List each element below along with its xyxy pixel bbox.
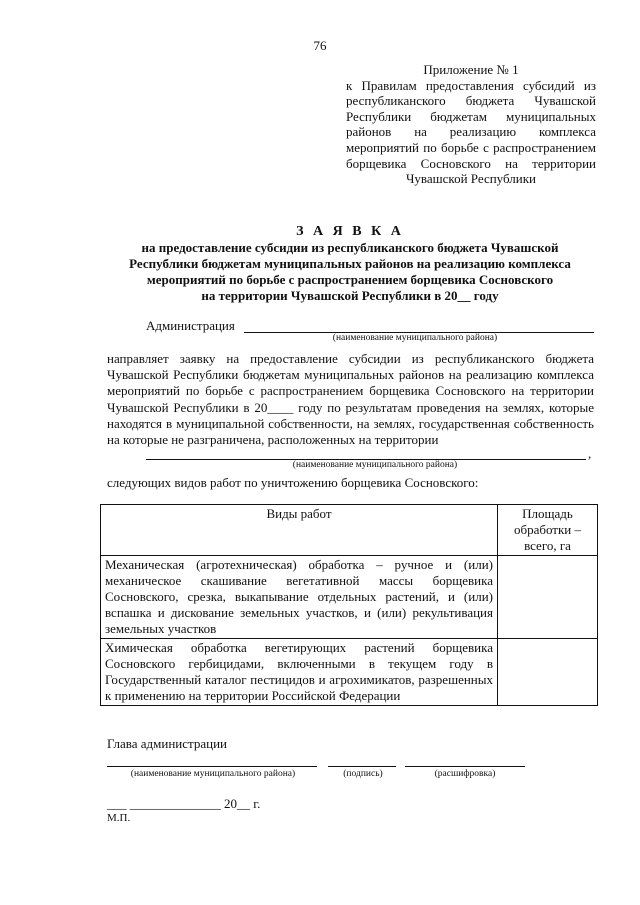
work-type-cell: Химическая обработка вегетирующих растений борщевика Сосновского гербицидами, включенными в текущем году в Государственный каталог пестицидов и агрохимикатов, разрешенных к применению на территории Российской Федерации bbox=[101, 639, 498, 706]
header-area: Площадь обработки – всего, га bbox=[498, 505, 598, 556]
heading-line: мероприятий по борьбе с распространением борщевика Сосновского bbox=[146, 272, 554, 287]
heading-line: Республики бюджетам муниципальных районов на реализацию комплекса bbox=[129, 256, 571, 271]
signature-title: Глава администрации bbox=[107, 736, 228, 751]
signature-blank-line[interactable] bbox=[328, 766, 396, 767]
work-type-cell: Механическая (агротехническая) обработка – ручное и (или) механическое скашивание вегетативной массы борщевика Сосновского, срезка, выкапывание отдельных растений, и (или) вспашка и дискование земельных участков, и (или) рекультивация земельных участков bbox=[101, 556, 498, 639]
district-blank-line[interactable] bbox=[107, 766, 317, 767]
header-work-types: Виды работ bbox=[101, 505, 498, 556]
admin-caption: (наименование муниципального района) bbox=[332, 333, 498, 343]
works-intro: следующих видов работ по уничтожению борщевика Сосновского: bbox=[107, 475, 479, 490]
table-row bbox=[101, 639, 598, 706]
seal-place: М.П. bbox=[107, 812, 131, 824]
caption-signature: (подпись) bbox=[343, 769, 383, 779]
caption-district: (наименование муниципального района) bbox=[130, 769, 296, 779]
caption-decoding: (расшифровка) bbox=[434, 769, 496, 779]
date-field[interactable]: ___ ______________ 20__ г. bbox=[107, 796, 261, 811]
appendix-title: Приложение № 1 bbox=[423, 62, 519, 77]
area-input-cell[interactable] bbox=[498, 556, 598, 639]
application-paragraph: направляет заявку на предоставление субсидии из республиканского бюджета Чувашской Республики бюджетам муниципальных районов на реализацию комплекса мероприятий по борьбе с распространением борщевика Сосновского на территории Чувашской Республики в 20____ году по результатам проведения на землях, которые находятся в муниципальной собственности, на землях, государственная собственность на которые не разграничена, расположенных на территории bbox=[107, 351, 594, 448]
area-input-cell[interactable] bbox=[498, 639, 598, 706]
application-heading bbox=[100, 224, 600, 304]
heading-line: на территории Чувашской Республики в 20__ году bbox=[201, 288, 499, 303]
works-table bbox=[100, 504, 598, 706]
heading-line: на предоставление субсидии из республиканского бюджета Чувашской bbox=[141, 240, 559, 255]
admin-label: Администрация bbox=[146, 318, 235, 333]
heading-title: З А Я В К А bbox=[296, 224, 404, 239]
territory-comma: , bbox=[588, 446, 592, 461]
appendix-body: к Правилам предоставления субсидий из республиканского бюджета Чувашской Республики бюджетам муниципальных районов на реализацию комплекса мероприятий по борьбе с распространением борщевика Сосновского на территории Чувашской Республики bbox=[346, 77, 596, 187]
table-header-row bbox=[101, 505, 598, 556]
table-row bbox=[101, 556, 598, 639]
territory-caption: (наименование муниципального района) bbox=[292, 460, 458, 470]
decoding-blank-line[interactable] bbox=[405, 766, 525, 767]
page-number: 76 bbox=[313, 38, 327, 53]
appendix-block bbox=[346, 62, 596, 187]
